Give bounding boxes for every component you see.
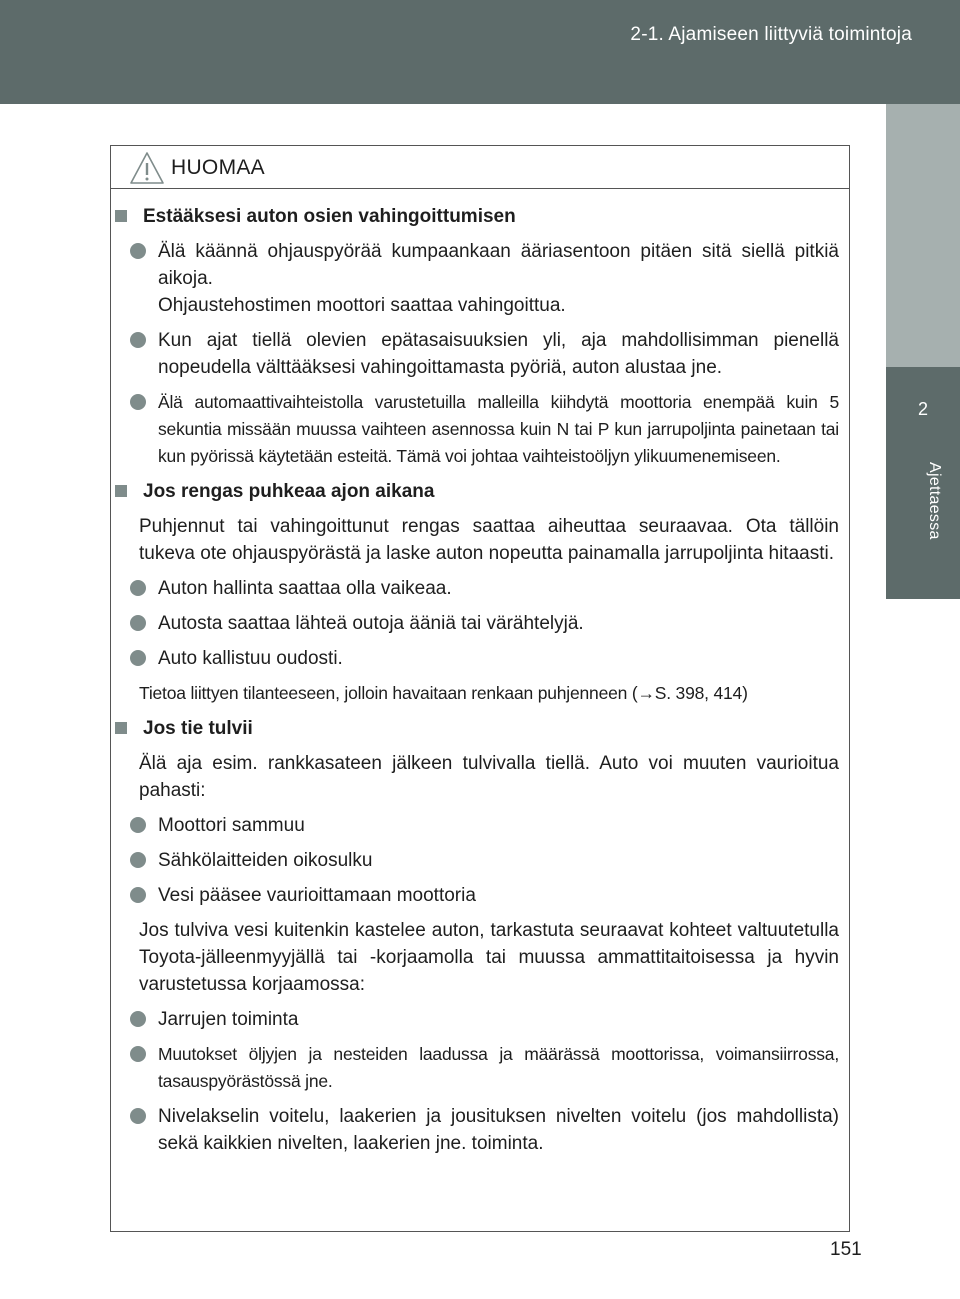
- bullet-dot-icon: [130, 615, 146, 631]
- bullet-dot-icon: [130, 852, 146, 868]
- warning-triangle-icon: [129, 151, 165, 185]
- list-item-continuation: Ohjaustehostimen moottori saattaa vahingoittua.: [158, 295, 566, 316]
- bullet-dot-icon: [130, 887, 146, 903]
- bullet-dot-icon: [130, 580, 146, 596]
- list-item: Muutokset öljyjen ja nesteiden laadussa ja määrässä moottorissa, voimansiirrossa, tasauspyörästössä jne.: [115, 1041, 839, 1095]
- notice-content: [111, 189, 849, 1157]
- page-number: 151: [830, 1239, 862, 1260]
- list-item: Vesi pääsee vaurioittamaan moottoria: [115, 882, 839, 909]
- section-heading: Estääksesi auton osien vahingoittumisen: [115, 203, 839, 230]
- list-item: Auto kallistuu oudosti.: [115, 645, 839, 672]
- chapter-label: Ajettaessa: [926, 462, 943, 540]
- notice-box: [110, 145, 850, 1232]
- list-item: Älä automaattivaihteistolla varustetuilla malleilla kiihdytä moottoria enempää kuin 5 sekuntia missään muussa vaihteen asennossa kuin N tai P kun jarrupoljinta painetaan tai kun pyörissä käytetään esteitä. Tämä voi johtaa vaihteistoöljyn ylikuumenemiseen.: [115, 389, 839, 470]
- bullet-dot-icon: [130, 1011, 146, 1027]
- section-heading: Jos tie tulvii: [115, 715, 839, 742]
- section-heading: Jos rengas puhkeaa ajon aikana: [115, 478, 839, 505]
- bullet-dot-icon: [130, 650, 146, 666]
- list-item: Älä käännä ohjauspyörää kumpaankaan ääriasentoon pitäen sitä siellä pitkiä aikoja.: [115, 238, 839, 292]
- list-item: Jarrujen toiminta: [115, 1006, 839, 1033]
- list-item: Kun ajat tiellä olevien epätasaisuuksien yli, aja mahdollisimman pienellä nopeudella välttääksesi vahingoittamasta pyöriä, auton alustaa jne.: [115, 327, 839, 381]
- bullet-dot-icon: [130, 243, 146, 259]
- bullet-dot-icon: [130, 1108, 146, 1124]
- list-item: Autosta saattaa lähteä outoja ääniä tai värähtelyjä.: [115, 610, 839, 637]
- page-reference: Tietoa liittyen tilanteeseen, jolloin havaitaan renkaan puhjenneen (→S. 398, 414): [139, 683, 748, 703]
- bullet-dot-icon: [130, 394, 146, 410]
- section-title: 2-1. Ajamiseen liittyviä toimintoja: [630, 24, 912, 45]
- paragraph: Älä aja esim. rankkasateen jälkeen tulvivalla tiellä. Auto voi muuten vaurioitua pahasti:: [139, 753, 839, 801]
- square-bullet-icon: [115, 722, 127, 734]
- bullet-dot-icon: [130, 332, 146, 348]
- side-tab-light: [886, 104, 960, 367]
- notice-title: HUOMAA: [171, 156, 265, 179]
- list-item: Auton hallinta saattaa olla vaikeaa.: [115, 575, 839, 602]
- notice-header: [111, 146, 849, 189]
- square-bullet-icon: [115, 210, 127, 222]
- list-item: Nivelakselin voitelu, laakerien ja jousituksen nivelten voitelu (jos mahdollista) sekä kaikkien nivelten, laakerien jne. toiminta.: [115, 1103, 839, 1157]
- bullet-dot-icon: [130, 817, 146, 833]
- paragraph: Jos tulviva vesi kuitenkin kastelee auton, tarkastuta seuraavat kohteet valtuutetulla Toyota-jälleenmyyjällä tai -korjaamolla tai muussa ammattitaitoisessa ja hyvin varustetussa korjaamossa:: [139, 920, 839, 995]
- square-bullet-icon: [115, 485, 127, 497]
- list-item: Moottori sammuu: [115, 812, 839, 839]
- paragraph: Puhjennut tai vahingoittunut rengas saattaa aiheuttaa seuraavaa. Ota tällöin tukeva ote ohjauspyörästä ja laske auton nopeutta painamalla jarrupoljinta hitaasti.: [139, 516, 839, 564]
- bullet-dot-icon: [130, 1046, 146, 1062]
- list-item: Sähkölaitteiden oikosulku: [115, 847, 839, 874]
- header-band: [0, 0, 960, 104]
- chapter-number: 2: [917, 399, 928, 419]
